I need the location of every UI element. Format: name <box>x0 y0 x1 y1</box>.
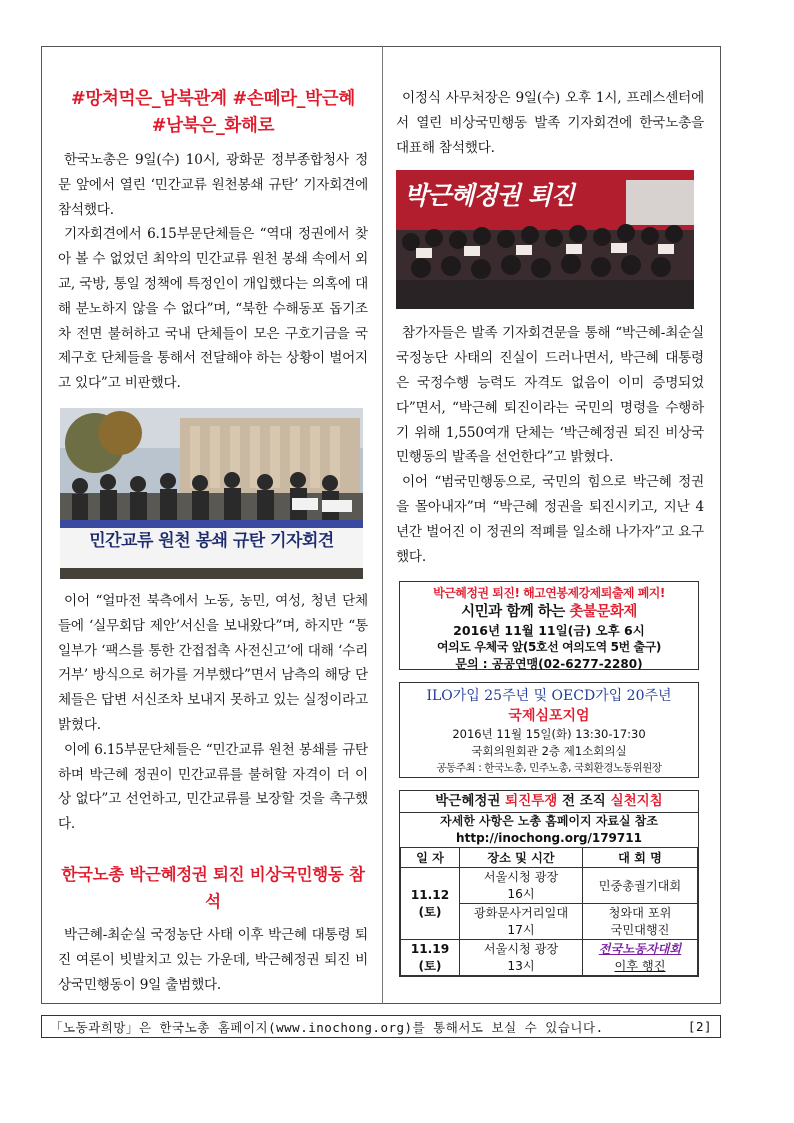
schedule-table <box>400 847 698 976</box>
symposium-subtitle-line: 국제심포지엄 <box>508 708 590 725</box>
press-conference-photo <box>60 408 363 579</box>
right-paragraph-2: 참가자들은 발족 기자회견문을 통해 “박근혜-최순실 국정농단 사태의 진실이 드러나면서, 박근혜 대통령은 국정수행 능력도 자격도 없음이 이미 증명되었다”면서, “박근혜 퇴진이라는 국민의 명령을 수행하기 위해 1,550여개 단체는 ‘박근혜정권 퇴진 비상국민행동의 발족을 선언한다”고 밝혔다. <box>396 325 704 466</box>
row-date-cell: 11.12 (토) <box>401 868 460 940</box>
row-event-cell: 전국노동자대회 이후 행진 <box>583 940 698 976</box>
schedule-reference: 자세한 사항은 노총 홈페이지 자료실 참조 <box>440 814 658 829</box>
schedule-link[interactable]: http://inochong.org/179711 <box>456 831 642 846</box>
left-paragraph-2: 기자회견에서 6.15부문단체들은 “역대 정권에서 찾아 볼 수 없었던 최악의 민간교류 원천 봉쇄 속에서 외교, 국방, 통일 정책에 특정인이 개입했다는 의혹에 대해 분노하지 않을 수 없다”며, “북한 수해동포 돕기조차 전면 불허하고 국내 단체들이 모은 구호기금을 국제구호 단체들을 통해서 전달해야 하는 상황이 벌어지고 있다”고 비판했다. <box>58 226 368 392</box>
header-event: 대 회 명 <box>583 848 698 868</box>
notice-location-line: 여의도 우체국 앞(5호선 여의도역 5번 출구) <box>436 640 662 655</box>
notice-title-line: 박근혜정권 퇴진! 해고연봉제강제퇴출제 폐지! <box>433 586 665 601</box>
right-paragraph-3: 이어 “범국민행동으로, 국민의 힘으로 박근혜 정권을 몰아내자”며 “박근혜 정권을 퇴진시키고, 지난 4년간 벌어진 이 정권의 적폐를 일소해 나가자”고 요구했다. <box>396 474 704 565</box>
symposium-date-line: 2016년 11월 15일(화) 13:30-17:30 <box>452 727 646 742</box>
symposium-location-line: 국회의원회관 2층 제1소회의실 <box>471 744 627 759</box>
notice-contact-line: 문의 : 공공연맹(02-6277-2280) <box>455 657 643 672</box>
notice-subtitle-line: 시민과 함께 하는 촛불문화제 <box>461 604 637 621</box>
struggle-schedule-box <box>399 790 699 977</box>
right-paragraph-1: 이정식 사무처장은 9일(수) 오후 1시, 프레스센터에서 열린 비상국민행동 발족 기자회견에 한국노총을 대표해 참석했다. <box>396 90 704 156</box>
row-event-cell: 민중총궐기대회 <box>583 868 698 904</box>
header-date: 일 자 <box>401 848 460 868</box>
notice-date-line: 2016년 11월 11일(금) 오후 6시 <box>453 623 645 639</box>
page-number: [2] <box>687 1019 712 1034</box>
ilo-symposium-notice <box>399 682 699 778</box>
table-header-row <box>401 848 698 868</box>
row-date-cell: 11.19 (토) <box>401 940 460 976</box>
schedule-title: 박근혜정권 퇴진투쟁 전 조직 실천지침 <box>400 791 698 813</box>
left-paragraph-5: 박근혜-최순실 국정농단 사태 이후 박근혜 대통령 퇴진 여론이 빗발치고 있는 가운데, 박근혜정권 퇴진 비상국민행동이 9일 출범했다. <box>58 926 368 993</box>
page-footer <box>41 1015 721 1038</box>
table-row <box>401 868 698 904</box>
photo-banner-text: 민간교류 원천 봉쇄 규탄 기자회견 <box>89 530 334 551</box>
candlelight-event-notice <box>399 581 699 670</box>
left-paragraph-3: 이어 “얼마전 북측에서 노동, 농민, 여성, 청년 단체들에 ‘실무회담 제안’서신을 보내왔다”며, 하지만 “통일부가 ‘팩스를 통한 간접접촉 사전신고’에 대해 ‘수리거부’ 방식으로 허가를 거부했다”면서 남측의 해당 단체들은 답변 서신조차 보내지 못하고 있는 실정이라고 밝혔다. <box>58 592 368 733</box>
column-divider <box>382 46 383 1004</box>
table-row <box>401 940 698 976</box>
row-place-cell: 서울시청 광장 13시 <box>460 940 583 976</box>
left-paragraph-1: 한국노총은 9일(수) 10시, 광화문 정부종합청사 정문 앞에서 열린 ‘민간교류 원천봉쇄 규탄’ 기자회견에 참석했다. <box>58 152 368 218</box>
row-place-cell: 서울시청 광장 16시 <box>460 868 583 904</box>
launch-conference-photo <box>396 170 694 309</box>
photo-banner-text: 박근혜정권 퇴진 <box>404 181 574 211</box>
header-place-time: 장소 및 시간 <box>460 848 583 868</box>
article-headline-2: 한국노총 박근혜정권 퇴진 비상국민행동 참석 <box>61 864 365 911</box>
footer-text: 「노동과희망」은 한국노총 홈페이지(www.inochong.org)를 통해서도 보실 수 있습니다. <box>50 1019 604 1035</box>
row-event-cell: 청와대 포위 국민대행진 <box>583 904 698 940</box>
symposium-title-line: ILO가입 25주년 및 OECD가입 20주년 <box>426 688 672 705</box>
article-headline-1-sub: #남북은_화해로 <box>151 116 275 136</box>
article-headline-1: #망쳐먹은_남북관계 #손떼라_박근혜 <box>71 89 355 109</box>
symposium-organizers-line: 공동주최 : 한국노총, 민주노총, 국회환경노동위원장 <box>436 762 662 775</box>
left-column <box>58 86 368 997</box>
left-paragraph-4: 이에 6.15부문단체들은 “민간교류 원천 봉쇄를 규탄하며 박근혜 정권이 민간교류를 불허할 자격이 더 이상 없다”고 선언하고, 민간교류를 보장할 것을 촉구했다. <box>58 741 368 833</box>
row-place-cell: 광화문사거리일대 17시 <box>460 904 583 940</box>
right-column <box>396 86 704 977</box>
